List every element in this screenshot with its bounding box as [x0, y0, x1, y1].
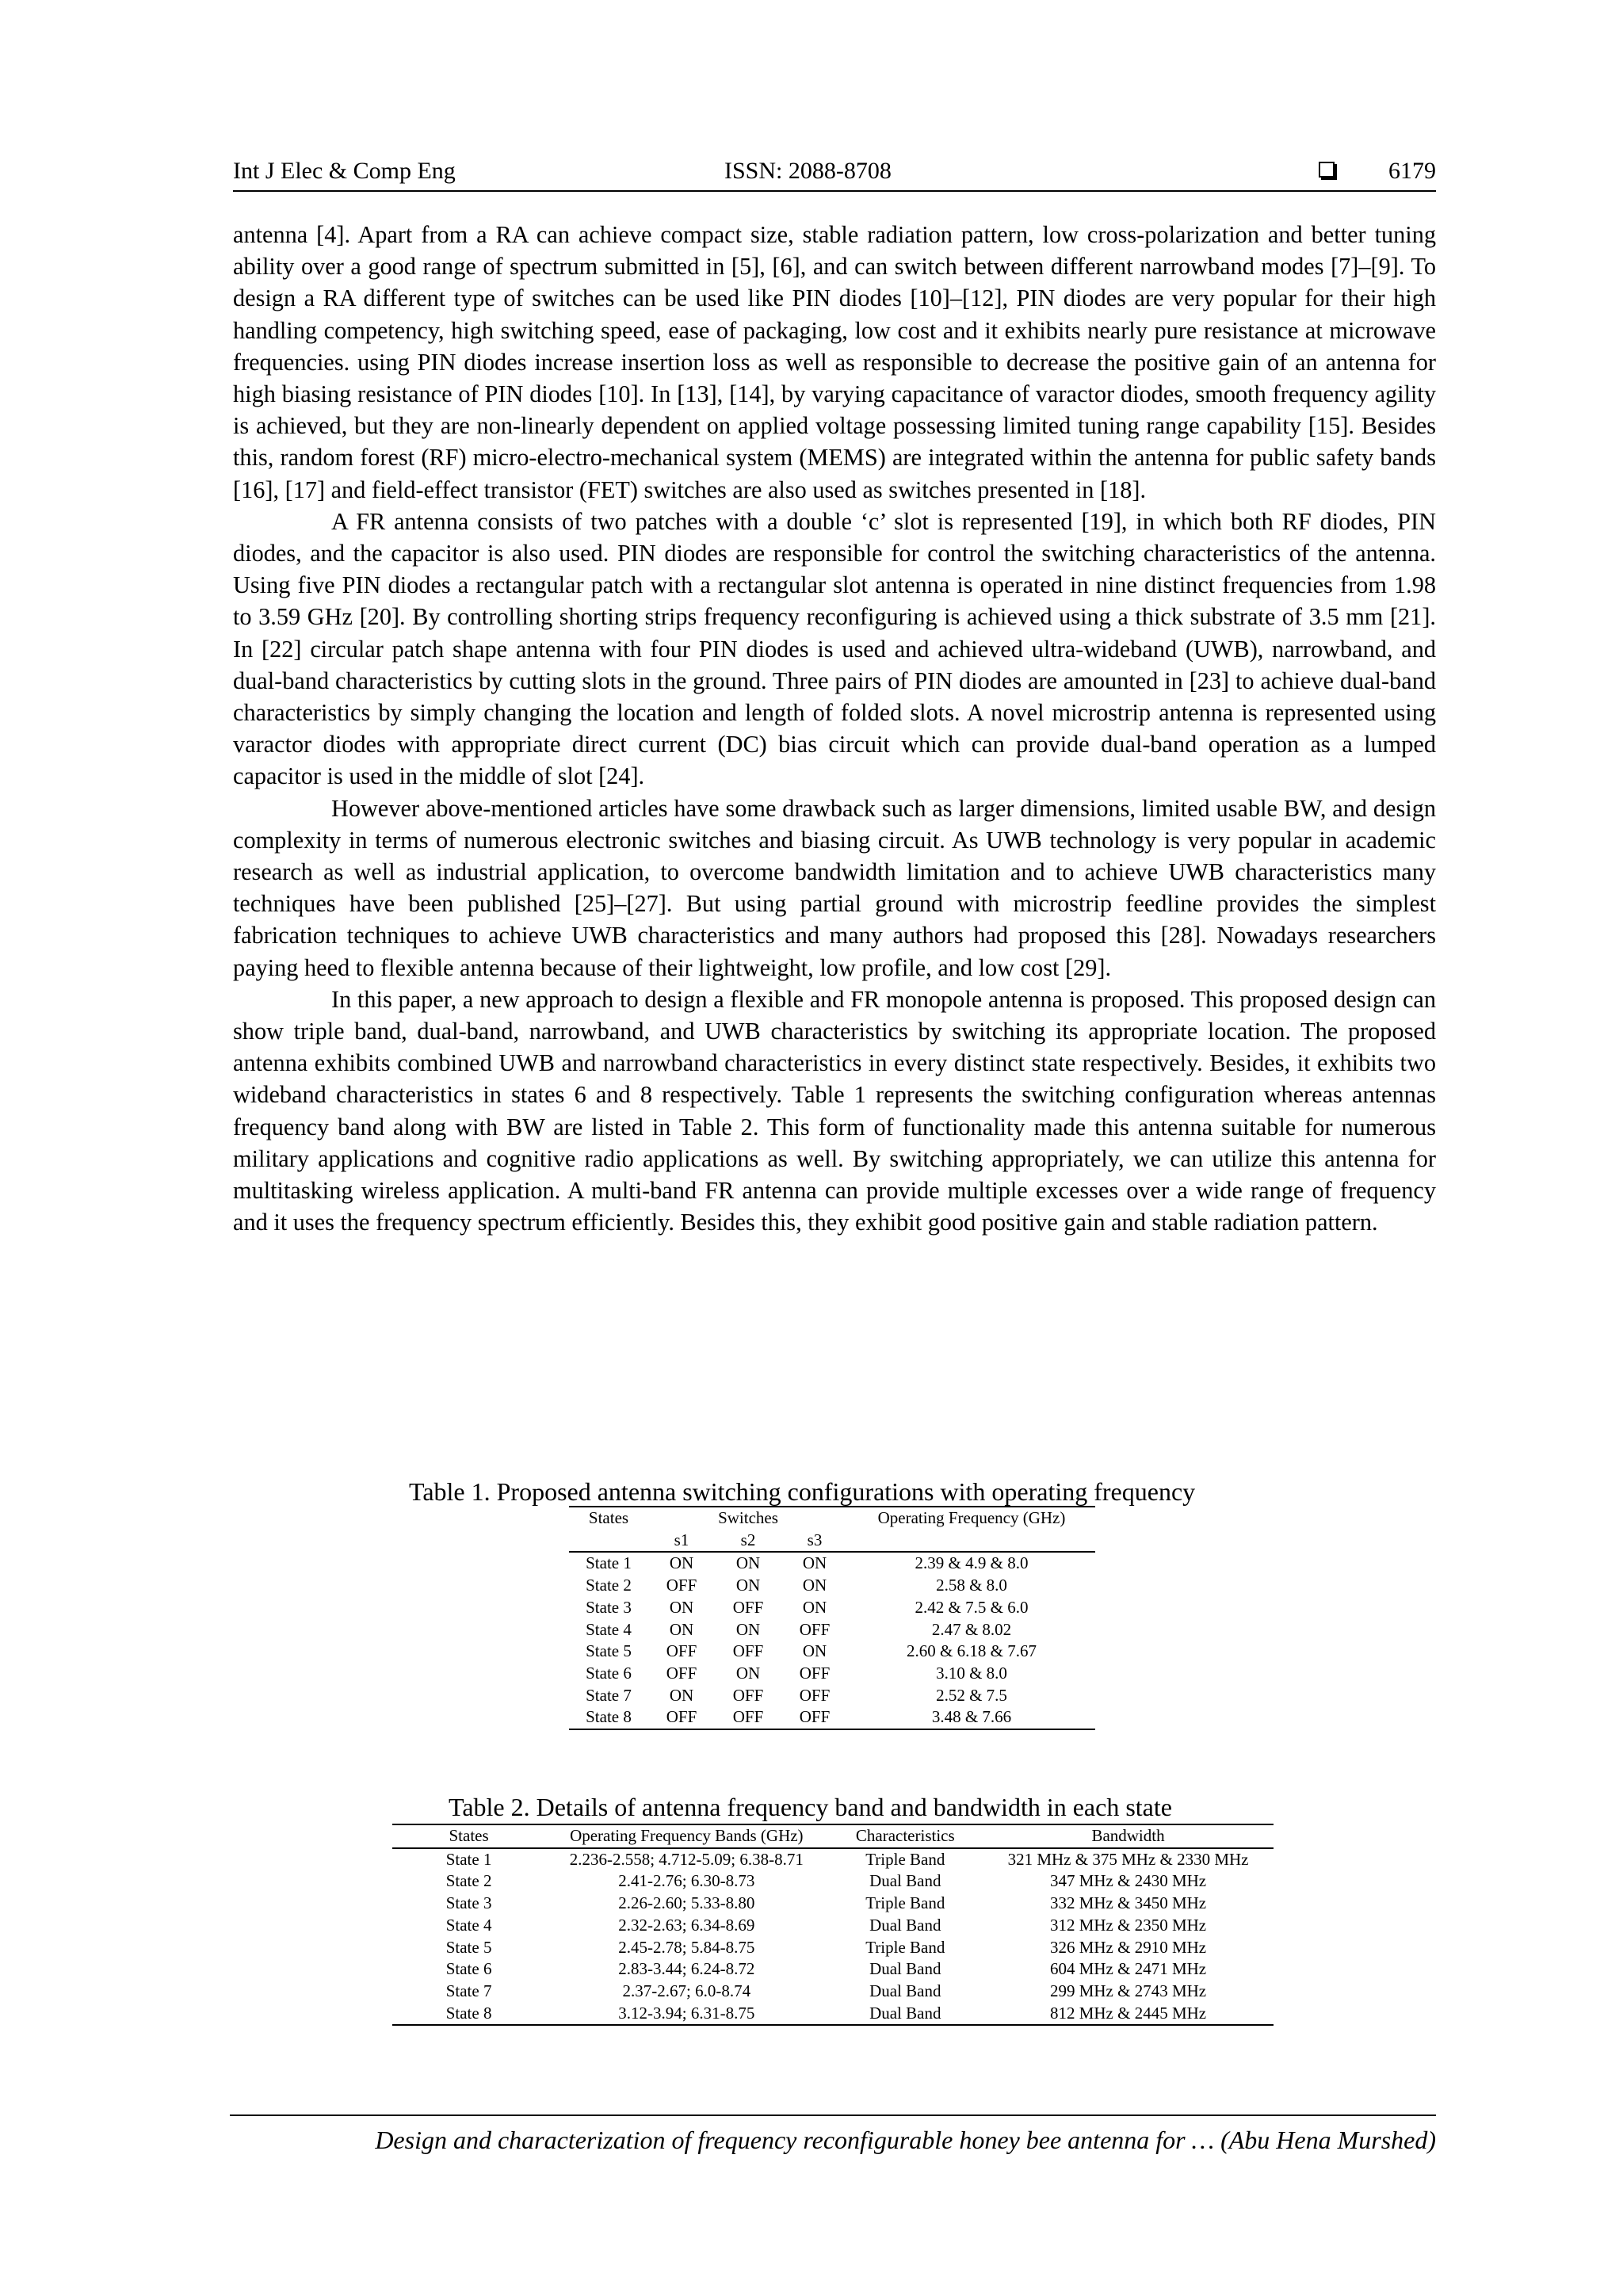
- issn: ISSN: 2088-8708: [724, 158, 892, 184]
- running-footer: Design and characterization of frequency reconfigurable honey bee antenna for … (Abu Hena Murshed): [230, 2115, 1436, 2156]
- table-header: s2: [715, 1530, 781, 1553]
- paragraph: In this paper, a new approach to design a flexible and FR monopole antenna is proposed. This proposed design can show triple band, dual-band, narrowband, and UWB characteristics by switching its appropriate location. The proposed antenna exhibits combined UWB and narrowband characteristics in every distinct state respectively. Besides, it exhibits two wideband characteristics in states 6 and 8 respectively. Table 1 represents the switching configuration whereas antennas frequency band along with BW are listed in Table 2. This form of functionality made this antenna suitable for numerous military applications and cognitive radio applications as well. By switching appropriately, we can utilize this antenna for multitasking wireless application. A multi-band FR antenna can provide multiple excesses over a wide range of frequency and it uses the frequency spectrum efficiently. Besides this, they exhibit good positive gain and stable radiation pattern.: [233, 985, 1436, 1236]
- table-row: State 4 2.32-2.63; 6.34-8.69 Dual Band 312 MHz & 2350 MHz: [445, 1915, 1207, 1935]
- body-text: [233, 219, 1436, 1239]
- table-header: Switches: [648, 1507, 848, 1530]
- table-row: State 8 OFF OFF OFF 3.48 & 7.66: [569, 1706, 1095, 1729]
- table-row: State 6 2.83-3.44; 6.24-8.72 Dual Band 604 MHz & 2471 MHz: [445, 1959, 1207, 1979]
- table-row: State 5 OFF OFF ON 2.60 & 6.18 & 7.67: [586, 1641, 1037, 1661]
- table-header: States: [569, 1507, 648, 1530]
- table-row: State 1 2.236-2.558; 4.712-5.09; 6.38-8.71 Triple Band 321 MHz & 375 MHz & 2330 MHz: [445, 1849, 1249, 1869]
- table-header: Bandwidth: [983, 1824, 1274, 1848]
- table-row: State 2 2.41-2.76; 6.30-8.73 Dual Band 347 MHz & 2430 MHz: [445, 1871, 1207, 1891]
- table-row: State 7 2.37-2.67; 6.0-8.74 Dual Band 299 MHz & 2743 MHz: [445, 1981, 1207, 2000]
- table-row: State 3 ON OFF ON 2.42 & 7.5 & 6.0: [586, 1597, 1029, 1617]
- table-header: Characteristics: [827, 1824, 983, 1848]
- table-row: State 4 ON ON OFF 2.47 & 8.02: [586, 1619, 1012, 1639]
- page-number: 6179: [1388, 158, 1436, 184]
- paragraph: However above-mentioned articles have some drawback such as larger dimensions, limited usable BW, and design complexity in terms of numerous electronic switches and biasing circuit. As UWB technology is very popular in academic research as well as industrial application, to overcome bandwidth limitation and to achieve UWB characteristics many techniques have been published [25]–[27]. But using partial ground with microstrip feedline provides the simplest fabrication techniques to achieve UWB characteristics and many authors had proposed this [28]. Nowadays researchers paying heed to flexible antenna because of their lightweight, low profile, and low cost [29].: [233, 794, 1436, 981]
- table-row: State 5 2.45-2.78; 5.84-8.75 Triple Band 326 MHz & 2910 MHz: [445, 1937, 1207, 1957]
- table-row: State 6 OFF ON OFF 3.10 & 8.0: [586, 1663, 1007, 1683]
- table-header: Operating Frequency Bands (GHz): [545, 1824, 827, 1848]
- table-1: [569, 1506, 1095, 1730]
- table-header: s1: [648, 1530, 715, 1553]
- table-row: State 2 OFF ON ON 2.58 & 8.0: [586, 1576, 1007, 1595]
- paragraph: A FR antenna consists of two patches with a double ‘c’ slot is represented [19], in which both RF diodes, PIN diodes, and the capacitor is also used. PIN diodes are responsible for control the switching characteristics of the antenna. Using five PIN diodes a rectangular patch with a rectangular slot antenna is operated in nine distinct frequencies from 1.98 to 3.59 GHz [20]. By controlling shorting strips frequency reconfiguring is achieved using a thick substrate of 3.5 mm [21]. In [22] circular patch shape antenna with four PIN diodes is used and achieved ultra-wideband (UWB), narrowband, and dual-band characteristics by cutting slots in the ground. Three pairs of PIN diodes are amounted in [23] to achieve dual-band characteristics by simply changing the location and length of folded slots. A novel microstrip antenna is represented using varactor diodes with appropriate direct current (DC) bias circuit which can provide dual-band operation as a lumped capacitor is used in the middle of slot [24].: [233, 507, 1436, 790]
- table-1-caption: Table 1. Proposed antenna switching configurations with operating frequency: [409, 1477, 1196, 1506]
- table-row: State 1 ON ON ON 2.39 & 4.9 & 8.0: [586, 1553, 1029, 1573]
- table-header: s3: [781, 1530, 848, 1553]
- paragraph: antenna [4]. Apart from a RA can achieve compact size, stable radiation pattern, low cross-polarization and better tuning ability over a good range of spectrum submitted in [5], [6], and can switch between different narrowband modes [7]–[9]. To design a RA different type of switches can be used like PIN diodes [10]–[12], PIN diodes are very popular for their high handling competency, high switching speed, ease of packaging, low cost and it exhibits nearly pure resistance at microwave frequencies. using PIN diodes increase insertion loss as well as responsible to decrease the positive gain of an antenna for high biasing resistance of PIN diodes [10]. In [13], [14], by varying capacitance of varactor diodes, smooth frequency agility is achieved, but they are non-linearly dependent on applied voltage possessing limited tuning range capability [15]. Besides this, random forest (RF) micro-electro-mechanical system (MEMS) are integrated within the antenna for public safety bands [16], [17] and field-effect transistor (FET) switches are also used as switches presented in [18].: [233, 221, 1436, 503]
- table-header: Operating Frequency (GHz): [848, 1507, 1095, 1530]
- table-2: [392, 1824, 1274, 2026]
- table-row: State 8 3.12-3.94; 6.31-8.75 Dual Band 812 MHz & 2445 MHz: [392, 2003, 1274, 2026]
- table-header: States: [392, 1824, 545, 1848]
- running-header: [233, 155, 1436, 192]
- square-bullet-icon: [1319, 162, 1335, 178]
- table-row: State 7 ON OFF OFF 2.52 & 7.5: [586, 1685, 1007, 1705]
- table-2-caption: Table 2. Details of antenna frequency band and bandwidth in each state: [449, 1793, 1172, 1821]
- table-row: State 3 2.26-2.60; 5.33-8.80 Triple Band 332 MHz & 3450 MHz: [445, 1893, 1207, 1913]
- journal-name: Int J Elec & Comp Eng: [233, 158, 456, 184]
